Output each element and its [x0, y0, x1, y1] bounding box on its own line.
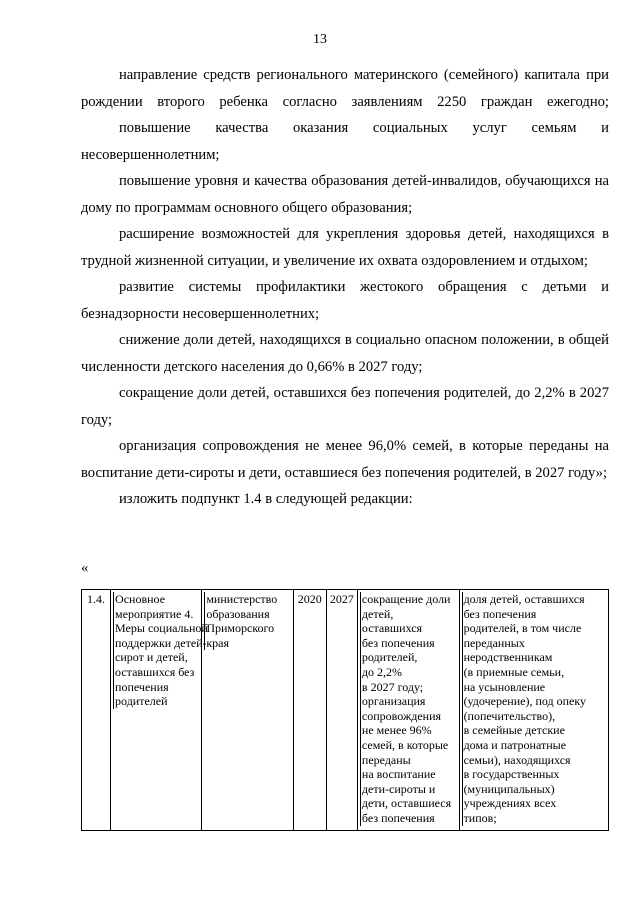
text-line: снижение доли детей, находящихся в социально опасном положении, — [119, 332, 554, 348]
text-line: сокращение доли детей, оставшихся без попечения родителей, до 2,2% — [119, 385, 565, 401]
text-line: безнадзорности несовершеннолетних; — [81, 305, 320, 322]
text-line: изложить подпункт 1.4 в следующей редакции: — [119, 491, 413, 507]
paragraph — [81, 115, 609, 168]
text-line: повышение уровня и качества образования детей-инвалидов, — [119, 173, 502, 189]
paragraph — [81, 221, 609, 274]
text-line: при рождении второго ребенка согласно заявлениям 2250 граждан ежегодно; — [81, 67, 609, 110]
item-number: 1.4. — [82, 590, 111, 831]
indicator-cell: доля детей, оставшихся без попечения родителей, в том числе переданных неродственникам (в приемные семьи, на усыновление (удочерение), под опеку (попечительство), в семейные детские дома и патронатные семьи), находящихся в государственных (муниципальных) учреждениях всех типов; — [459, 590, 608, 831]
opening-quote: « — [81, 560, 89, 576]
text-line: отдыхом; — [530, 252, 588, 269]
text-line: в 2027 году; — [81, 385, 609, 428]
paragraph — [81, 62, 609, 115]
text-line: в 2027 году»; — [524, 464, 608, 481]
activity-cell: Основное мероприятие 4. Меры социальной поддержки детей- сирот и детей, оставшихся без попечения родителей — [111, 590, 202, 831]
text-line: организация сопровождения не менее 96,0% семей, в которые переданы — [119, 438, 589, 454]
text-line: в трудной жизненной ситуации, и увеличение их охвата оздоровлением и — [81, 226, 609, 269]
text-line: расширение возможностей для укрепления здоровья детей, находящихся — [119, 226, 595, 242]
paragraph — [81, 327, 609, 380]
text-line: в общей численности детского населения до 0,66% в 2027 году; — [81, 332, 609, 375]
paragraph — [81, 486, 609, 513]
text-line: направление средств регионального материнского (семейного) капитала — [119, 67, 581, 83]
text-line: на воспитание дети-сироты и дети, оставшиеся без попечения родителей, — [81, 438, 609, 481]
table-row — [82, 590, 609, 831]
text-line: развитие системы профилактики жестокого обращения с детьми и — [119, 279, 609, 295]
paragraph — [81, 168, 609, 221]
start-year: 2020 — [293, 590, 326, 831]
text-line: несовершеннолетним; — [81, 146, 220, 163]
executor-cell: министерство образования Приморского края — [202, 590, 293, 831]
result-cell: сокращение доли детей, оставшихся без попечения родителей, до 2,2% в 2027 году; организация сопровождения не менее 96% семей, в которые переданы на воспитание дети-сироты и дети, оставшиеся без попечения — [357, 590, 459, 831]
text-line: повышение качества оказания социальных услуг семьям и — [119, 120, 609, 136]
body-text — [81, 62, 609, 513]
paragraph — [81, 380, 609, 433]
subparagraph-table — [81, 589, 609, 831]
end-year: 2027 — [326, 590, 357, 831]
page-number: 13 — [313, 32, 327, 47]
paragraph — [81, 433, 609, 486]
text-line: обучающихся на дому по программам основного общего образования; — [81, 173, 609, 216]
paragraph — [81, 274, 609, 327]
